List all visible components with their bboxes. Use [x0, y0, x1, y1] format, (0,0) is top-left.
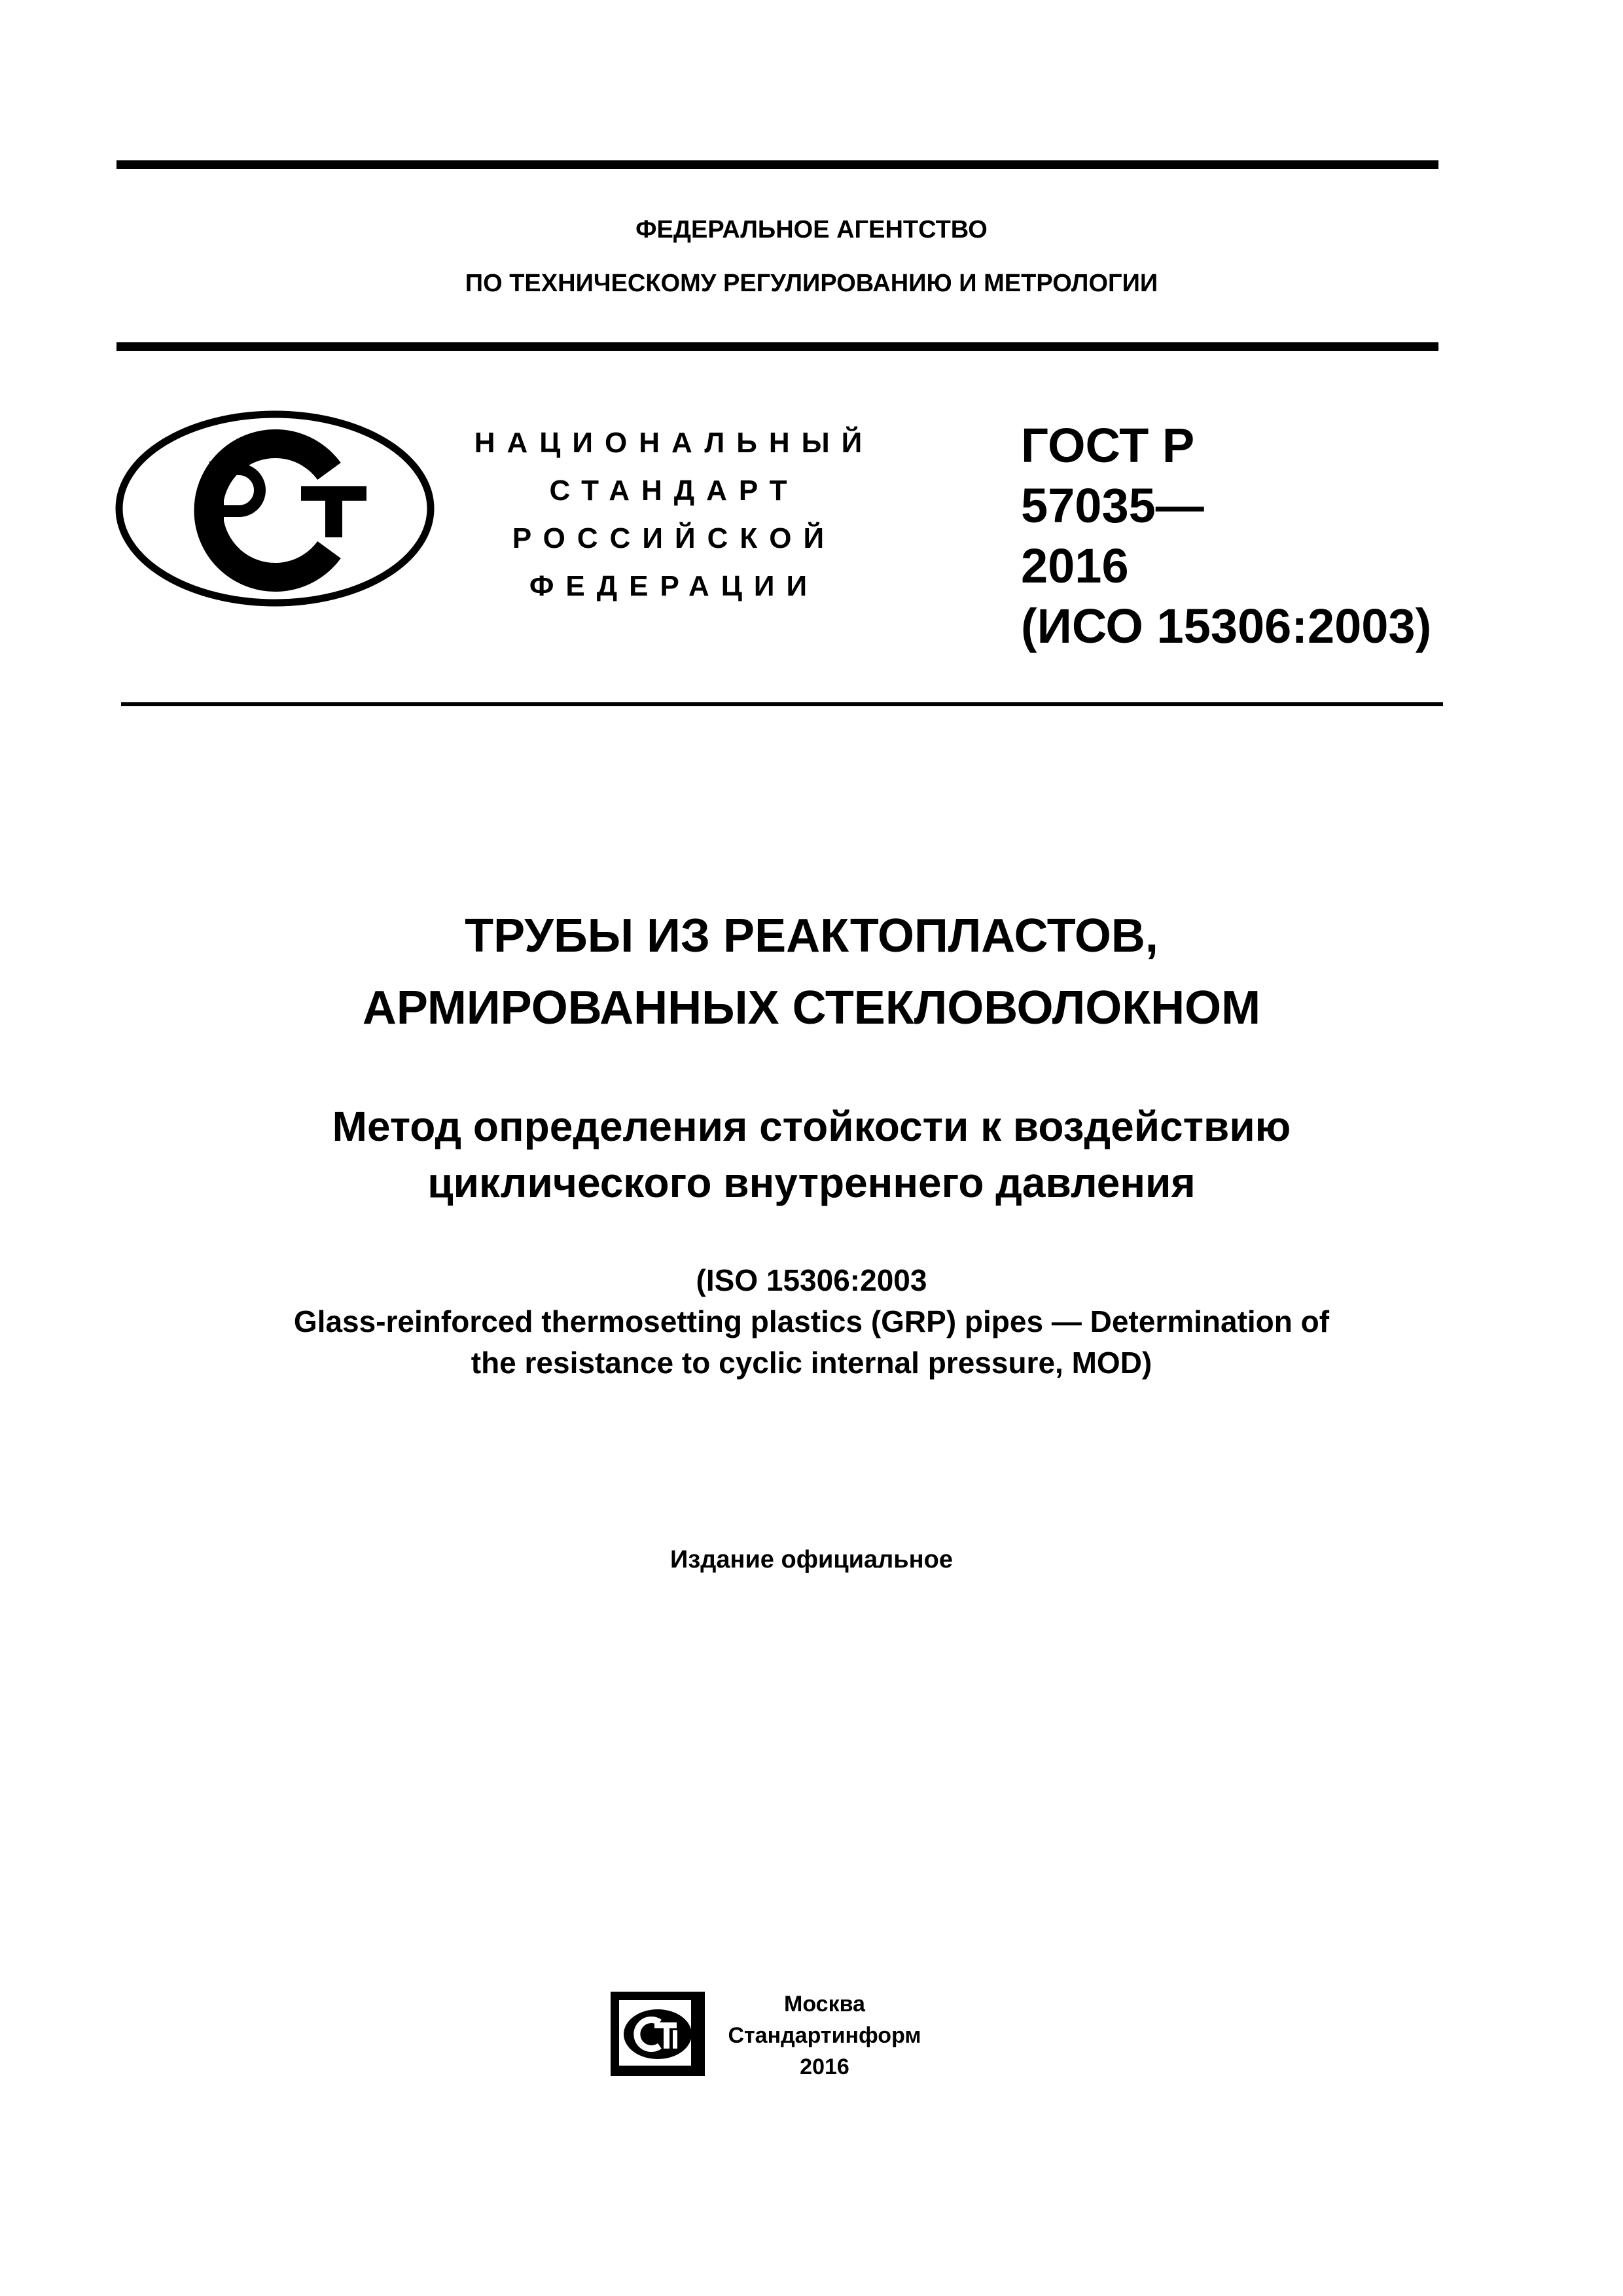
designation-line-1: ГОСТ Р	[1021, 418, 1195, 473]
document-title	[0, 900, 1623, 1044]
publisher-name: Стандартинформ	[728, 2023, 921, 2048]
designation-line-4: (ИСО 15306:2003)	[1021, 599, 1432, 653]
subtitle-line-1: Метод определения стойкости к воздействию	[332, 1103, 1291, 1150]
iso-reference	[0, 1260, 1623, 1384]
designation-line-3: 2016	[1021, 539, 1129, 593]
title-line-2: АРМИРОВАННЫХ СТЕКЛОВОЛОКНОМ	[362, 982, 1261, 1034]
publisher-info	[726, 1988, 923, 2083]
publisher-city: Москва	[784, 1992, 865, 2017]
title-line-1: ТРУБЫ ИЗ РЕАКТОПЛАСТОВ,	[465, 910, 1158, 962]
iso-reference-line-3: the resistance to cyclic internal pressure, MOD)	[471, 1346, 1152, 1380]
subtitle-line-2: циклического внутреннего давления	[427, 1159, 1196, 1206]
document-subtitle	[0, 1098, 1623, 1211]
top-rule	[116, 160, 1438, 169]
edition-label: Издание официальное	[670, 1546, 953, 1573]
publisher-logo	[609, 1990, 707, 2078]
header-block-rule	[121, 702, 1443, 706]
standard-designation	[1021, 416, 1479, 656]
standard-type-line-1: НАЦИОНАЛЬНЫЙ	[474, 427, 874, 459]
agency-line-2: ПО ТЕХНИЧЕСКОМУ РЕГУЛИРОВАНИЮ И МЕТРОЛОГИИ	[465, 270, 1158, 297]
standard-type-line-4: ФЕДЕРАЦИИ	[529, 570, 819, 602]
header-bottom-rule	[116, 342, 1438, 351]
agency-line-1: ФЕДЕРАЛЬНОЕ АГЕНТСТВО	[635, 216, 988, 243]
standard-type-line-3: РОССИЙСКОЙ	[512, 522, 836, 554]
designation-line-2: 57035—	[1021, 478, 1204, 533]
rst-logo	[115, 409, 435, 609]
iso-reference-line-2: Glass-reinforced thermosetting plastics (GRP) pipes — Determination of	[293, 1304, 1330, 1338]
publisher-year: 2016	[800, 2054, 849, 2079]
standard-type	[419, 419, 929, 610]
standard-type-line-2: СТАНДАРТ	[549, 475, 799, 507]
iso-reference-line-1: (ISO 15306:2003	[696, 1263, 927, 1297]
